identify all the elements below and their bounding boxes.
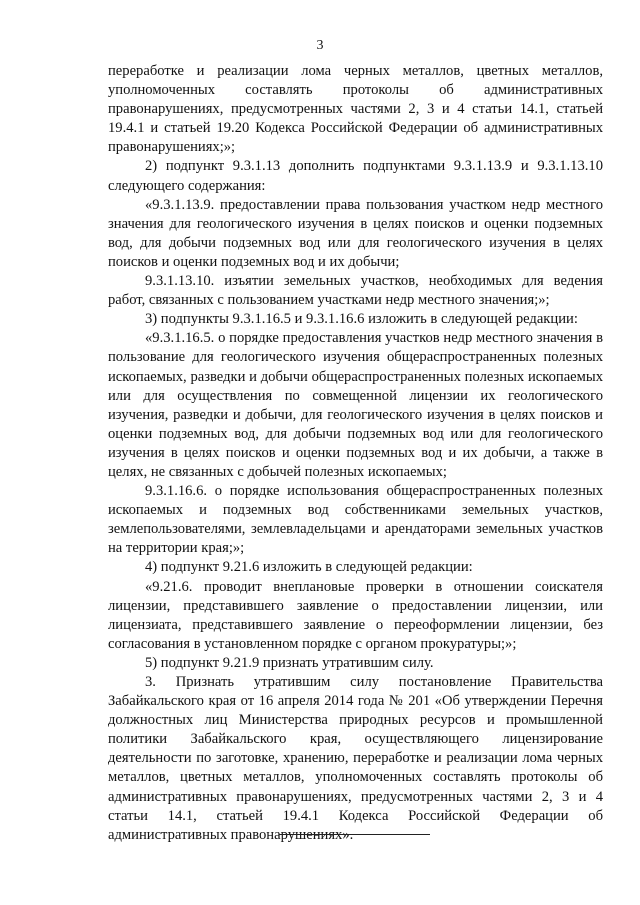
paragraph-quote-9-21-6: «9.21.6. проводит внеплановые проверки в отношении соискателя лицензии, представившего заявление о предоставлении лицензии, или лицензиата, представившего заявление о переоформлении лицензии, без согласования в установленном порядке с органом прокуратуры;»; — [108, 578, 603, 652]
page-number: 3 — [316, 38, 324, 53]
paragraph-continuation: переработке и реализации лома черных металлов, цветных металлов, уполномоченных составлять протоколы об административных правонарушениях, предусмотренных частями 2, 3 и 4 статьи 14.1, статьей 19.4.1 и статьей 19.20 Кодекса Российской Федерации об административных правонарушениях;»; — [108, 63, 603, 156]
paragraph-section-3: 3. Признать утратившим силу постановление Правительства Забайкальского края от 16 апреля 2014 года № 201 «Об утверждении Перечня должностных лиц Министерства природных ресурсов и промышленной политики Забайкальского края, осуществляющего лицензирование деятельности по заготовке, хранению, переработке и реализации лома черных металлов, цветных металлов, уполномоченных составлять протоколы об административных правонарушениях, предусмотренных частями 2, 3 и 4 статьи 14.1, статьей 19.4.1 Кодекса Российской Федерации об административных правонарушениях». — [108, 674, 603, 843]
paragraph-item-5: 5) подпункт 9.21.9 признать утратившим силу. — [145, 654, 434, 671]
paragraph-item-3: 3) подпункты 9.3.1.16.5 и 9.3.1.16.6 изложить в следующей редакции: — [145, 311, 578, 328]
paragraph-item-4: 4) подпункт 9.21.6 изложить в следующей редакции: — [145, 559, 473, 576]
paragraph-quote-9-3-1-16-5: «9.3.1.16.5. о порядке предоставления участков недр местного значения в пользование для геологического изучения общераспространенных полезных ископаемых, разведки и добычи общераспространенных полезных ископаемых или для осуществления по совмещенной лицензии их геологического изучения, разведки и добычи, для геологического изучения в целях поисков и оценки подземных вод, для добычи подземных вод или для геологического изучения в целях поисков и оценки подземных вод и их добычи, а также в целях, не связанных с добычей полезных ископаемых; — [108, 330, 603, 480]
paragraph-quote-9-3-1-13-10: 9.3.1.13.10. изъятии земельных участков, необходимых для ведения работ, связанных с пользованием участками недр местного значения;»; — [108, 273, 603, 309]
paragraph-quote-9-3-1-13-9: «9.3.1.13.9. предоставлении права пользования участком недр местного значения для геологического изучения в целях поисков и оценки подземных вод, для добычи подземных вод или для геологического изучения в целях поисков и оценки подземных вод и их добычи; — [108, 196, 603, 270]
paragraph-quote-9-3-1-16-6: 9.3.1.16.6. о порядке использования общераспространенных полезных ископаемых и подземных вод собственниками земельных участков, землепользователями, землевладельцами и арендаторами земельных участков на территории края;»; — [108, 483, 603, 557]
paragraph-item-2: 2) подпункт 9.3.1.13 дополнить подпунктами 9.3.1.13.9 и 9.3.1.13.10 следующего содержания: — [108, 158, 603, 194]
document-body — [108, 62, 603, 845]
closing-rule — [279, 834, 430, 835]
